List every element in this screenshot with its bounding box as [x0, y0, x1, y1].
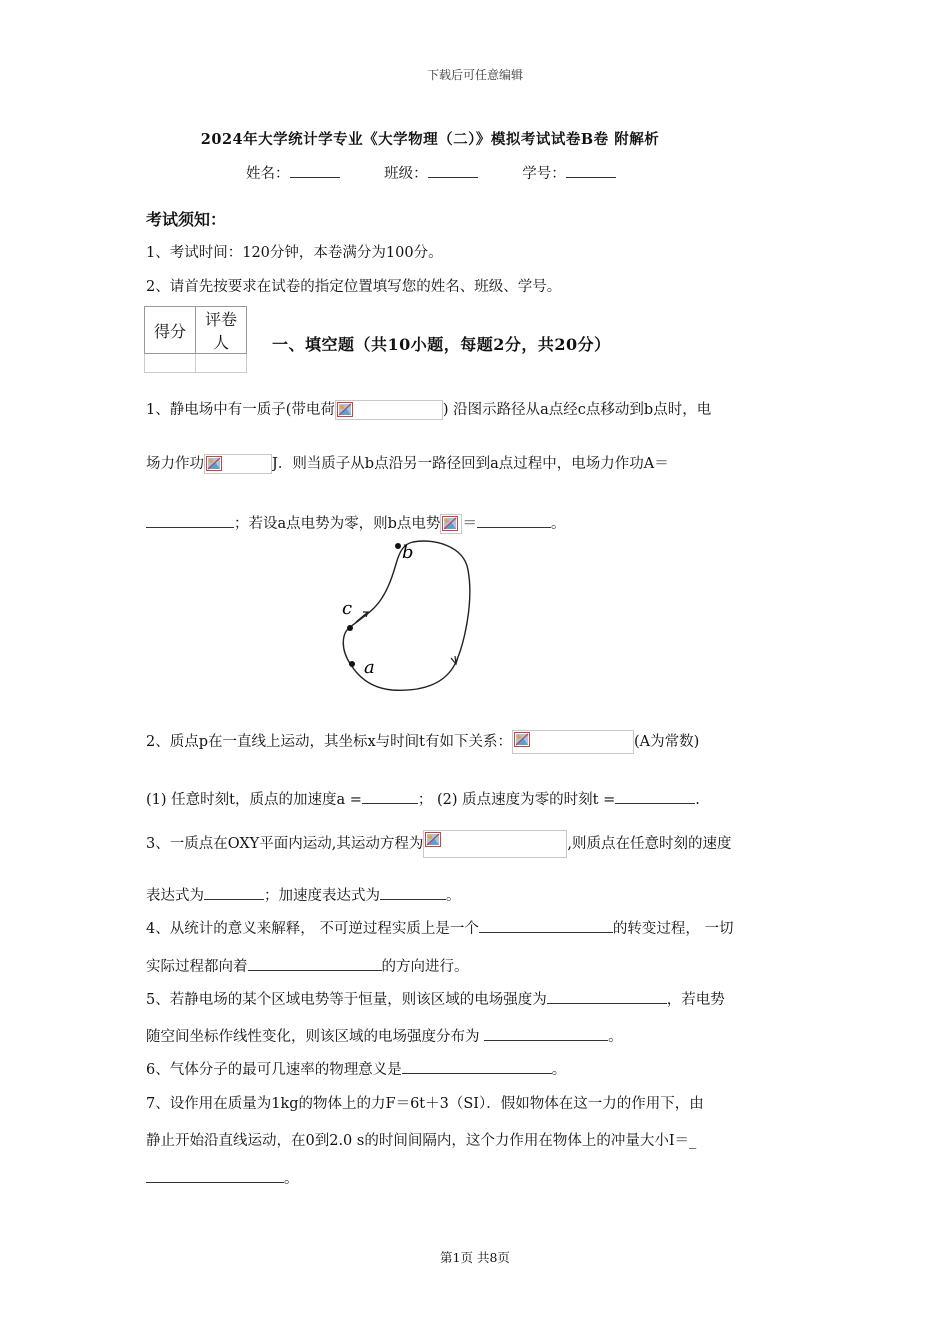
q7-line1: 7、设作用在质量为1kg的物体上的力F＝6t＋3（SI）．假如物体在这一力的作用下，由 — [146, 1096, 704, 1112]
q3-text-c: 表达式为 — [146, 888, 204, 904]
q1-work-image — [204, 454, 272, 474]
broken-image-icon — [514, 732, 530, 747]
q1-potential-image — [440, 514, 462, 534]
q2-equation-image — [512, 730, 634, 754]
q7-blank[interactable] — [146, 1168, 284, 1183]
q1-line3 — [146, 512, 565, 534]
q2-text-d: ； (2) 质点速度为零的时刻t = — [417, 792, 616, 808]
q3-accel-blank[interactable] — [380, 885, 446, 900]
q3-line1 — [146, 830, 731, 858]
q3-text-a: 3、一质点在OXY平面内运动,其运动方程为 — [146, 836, 424, 852]
q1-charge-image — [335, 400, 443, 420]
q5-line2 — [146, 1025, 623, 1046]
name-blank[interactable] — [290, 163, 340, 178]
score-header: 得分 — [145, 307, 196, 354]
q2-line1 — [146, 730, 699, 754]
q4-text-b: 的转变过程， 一切 — [612, 921, 734, 937]
q3-velocity-blank[interactable] — [204, 885, 264, 900]
page-title: 2024年大学统计学专业《大学物理（二）》模拟考试试卷B卷 附解析 — [200, 131, 660, 148]
q4-line2 — [146, 955, 469, 976]
id-blank[interactable] — [566, 163, 616, 178]
q4-blank-2[interactable] — [248, 956, 382, 971]
q4-blank-1[interactable] — [479, 918, 613, 933]
q7-text-end: 。 — [284, 1171, 299, 1187]
q5-text-b: ，若电势 — [666, 992, 725, 1008]
q1-potential-blank[interactable] — [477, 513, 551, 528]
name-label: 姓名： — [246, 166, 290, 182]
page-footer: 第1页 共8页 — [440, 1250, 510, 1265]
point-b — [395, 543, 401, 549]
q5-text-c: 随空间坐标作线性变化，则该区域的电场强度分布为 — [146, 1029, 485, 1045]
closed-path-curve — [343, 541, 470, 690]
q3-text-e: 。 — [446, 888, 461, 904]
q7-line2: 静止开始沿直线运动，在0到2.0 s的时间间隔内，这个力作用在物体上的冲量大小I＝_ — [146, 1133, 697, 1149]
class-field[interactable] — [384, 162, 478, 183]
broken-image-icon — [206, 456, 222, 471]
q6-text-a: 6、气体分子的最可几速率的物理意义是 — [146, 1062, 402, 1078]
q5-text-a: 5、若静电场的某个区域电势等于恒量，则该区域的电场强度为 — [146, 992, 547, 1008]
q1-line2 — [146, 452, 669, 474]
q1-text-d: J．则当质子从b点沿另一路径回到a点过程中，电场力作功A＝ — [272, 456, 669, 472]
q1-text-b: ) 沿图示路径从a点经c点移动到b点时，电 — [442, 402, 712, 418]
name-field[interactable] — [246, 162, 340, 183]
q2-text-a: 2、质点p在一直线上运动，其坐标x与时间t有如下关系： — [146, 734, 513, 750]
id-field[interactable] — [522, 162, 616, 183]
student-info-row — [246, 162, 656, 183]
q2-text-b: (A为常数) — [634, 734, 700, 750]
path-arrow-c-icon — [356, 612, 368, 622]
score-cell[interactable] — [145, 354, 196, 373]
label-c: c — [342, 598, 353, 619]
q5-blank-2[interactable] — [484, 1026, 608, 1041]
section-title: 一、填空题（共10小题，每题2分，共20分） — [272, 335, 611, 354]
q1-text-c: 场力作功 — [146, 456, 204, 472]
q6-blank[interactable] — [402, 1059, 552, 1074]
q2-text-c: (1) 任意时刻t，质点的加速度a = — [146, 792, 362, 808]
q3-line2 — [146, 884, 461, 905]
class-label: 班级： — [384, 166, 428, 182]
grader-cell[interactable] — [196, 354, 247, 373]
broken-image-icon — [442, 516, 458, 531]
path-figure — [330, 534, 480, 700]
q5-text-d: 。 — [608, 1029, 623, 1045]
point-a — [349, 661, 355, 667]
label-b: b — [402, 542, 414, 563]
q1-line1 — [146, 398, 711, 420]
q3-text-b: ,则质点在任意时刻的速度 — [567, 836, 732, 852]
q5-blank-1[interactable] — [547, 989, 667, 1004]
q1-work-blank[interactable] — [146, 513, 234, 528]
q2-line2 — [146, 788, 700, 809]
q6-text-b: 。 — [551, 1062, 567, 1078]
q4-text-d: 的方向进行。 — [381, 959, 469, 975]
q7-line3 — [146, 1167, 299, 1188]
broken-image-icon — [337, 402, 353, 417]
q1-text-g: 。 — [550, 516, 566, 532]
q6-line1 — [146, 1058, 566, 1079]
q2-text-e: . — [695, 792, 700, 808]
notice-item-1: 1、考试时间：120分钟，本卷满分为100分。 — [146, 245, 443, 261]
notice-title: 考试须知： — [146, 210, 227, 229]
score-table — [144, 306, 247, 373]
point-c — [347, 625, 353, 631]
q5-line1 — [146, 988, 725, 1009]
broken-image-icon — [425, 832, 441, 847]
class-blank[interactable] — [428, 163, 478, 178]
q1-text-a: 1、静电场中有一质子(带电荷 — [146, 402, 335, 418]
path-arrow-right-icon — [451, 656, 458, 664]
q1-text-f: ＝ — [462, 516, 477, 532]
q2-time-blank[interactable] — [615, 789, 695, 804]
grader-header: 评卷人 — [196, 307, 247, 354]
q4-text-a: 4、从统计的意义来解释， 不可逆过程实质上是一个 — [146, 921, 479, 937]
q3-equation-image — [423, 830, 567, 858]
notice-item-2: 2、请首先按要求在试卷的指定位置填写您的姓名、班级、学号。 — [146, 279, 562, 295]
label-a: a — [364, 657, 375, 678]
q3-text-d: ；加速度表达式为 — [264, 888, 380, 904]
header-note: 下载后可任意编辑 — [426, 68, 523, 82]
q4-line1 — [146, 917, 733, 938]
id-label: 学号： — [522, 166, 566, 182]
q4-text-c: 实际过程都向着 — [146, 959, 248, 975]
q1-text-e: ；若设a点电势为零，则b点电势 — [234, 516, 441, 532]
q2-accel-blank[interactable] — [362, 789, 418, 804]
